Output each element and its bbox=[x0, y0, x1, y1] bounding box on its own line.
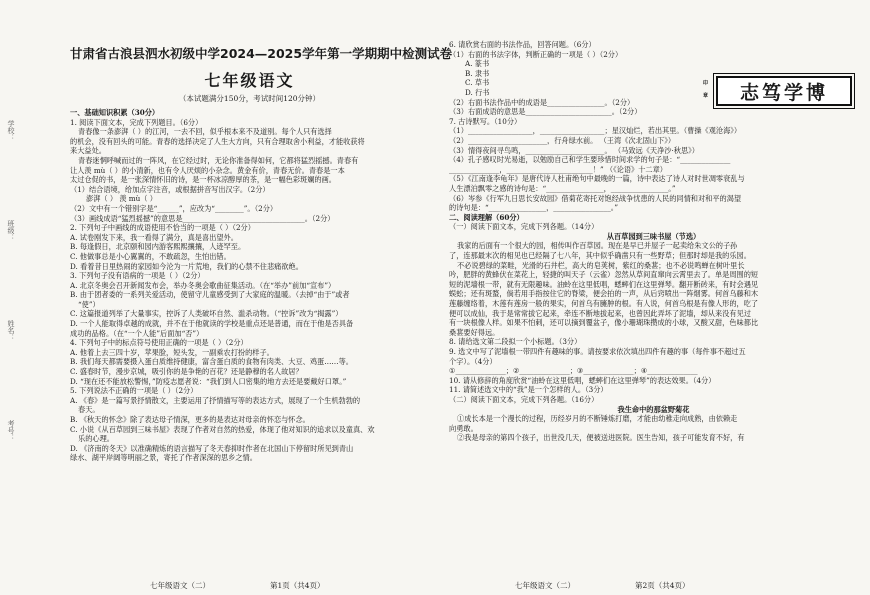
exam-subject: 七年级语文 bbox=[204, 71, 295, 90]
text-line: ______________，________________________！” （《论语》十二章） bbox=[449, 164, 667, 174]
text-line: D. 行书 bbox=[465, 87, 490, 97]
right-content-mid bbox=[449, 241, 858, 404]
right-content-bottom bbox=[449, 414, 858, 443]
text-line: （3）情得夜间寻鸟鸣，______________________。 （马致远《天净沙·秋思》） bbox=[449, 145, 699, 155]
footer-left-subject: 七年级语文（二） bbox=[150, 581, 210, 590]
text-line: B. 由于团者委的一系列关爱活动，使留守儿童感受到了大家庭的温暖。（去掉“由于”或者 bbox=[70, 290, 350, 300]
calligraphy-text: 志笃学博 bbox=[739, 81, 828, 104]
text-line: A. 篆书 bbox=[465, 59, 490, 69]
passage1-title: 从百草园到三味书屋（节选） bbox=[606, 231, 701, 241]
text-line: 乐的心理。 bbox=[78, 434, 114, 444]
text-line: （1）__________________，__________________；星汉灿烂，若出其里。（曹操《观沧海》） bbox=[449, 126, 742, 136]
text-line: 3. 下列句子没有语病的一项是（ ）（2分） bbox=[70, 271, 205, 281]
text-line: 向勇敢。 bbox=[449, 423, 478, 433]
text-line: （3）画线成语“猛烈摇撼”的意思是__________________________________。（2分） bbox=[70, 213, 335, 223]
text-line: 5. 下列说法不正确的一项是（ ）（2分） bbox=[70, 386, 198, 396]
text-line: 个字）。（4分） bbox=[449, 356, 497, 366]
text-line: （1）结合语境，给加点字注音，或根据拼音写出汉字。（2分） bbox=[70, 184, 270, 194]
text-line: ①______________；②______________；③______________；④______________ bbox=[449, 366, 698, 376]
text-line: B. 《秋天的怀念》除了表达母子情深，更多的是表达对母亲的怀恋与怀念。 bbox=[70, 415, 310, 424]
text-line: 人生漂泊飘零之感的诗句是：“________________，________________。” bbox=[449, 183, 676, 193]
passage2-title: 我生命中的那盆野菊花 bbox=[617, 404, 690, 414]
text-line: 便可以成仙，我于是常常拔它起来，牵连不断地拔起来，也曾因此弄坏了泥墙，却从来没有见过 bbox=[449, 308, 751, 318]
text-line: B. 我们每天都需要摄入蛋白质维持健康，富含蛋白质的食物有肉类、大豆、鸡蛋……等。 bbox=[70, 357, 353, 367]
text-line: 成功的品格。（在“一个人能”后面加“否”） bbox=[70, 328, 204, 338]
text-line: C. 盛春时节，漫步京城，吸引你的是争艳的百花？还是静穆的名人故居？ bbox=[70, 367, 303, 377]
text-line: B. 每逢假日，北京颐和园内游客熙熙攘攘，人迹罕至。 bbox=[70, 242, 246, 252]
text-line: （2）______________________，行舟绿水前。 （王湾《次北固山下》） bbox=[449, 135, 676, 145]
text-line: 2. 下列句子中画线的成语使用不恰当的一项是（ ）（2分） bbox=[70, 223, 255, 233]
text-line: （二）阅读下面文本，完成下列各题。（16分） bbox=[449, 394, 599, 404]
text-line: 短的泥墙根一带，就有无限趣味。油蛉在这里低唱，蟋蟀们在这里弹琴。翻开断砖来，有时会遇见 bbox=[449, 279, 759, 289]
text-line: C. 他做事总是小心翼翼的，不敢疏忽，生怕出错。 bbox=[70, 251, 231, 261]
text-line: 6. 请欣赏右面的书法作品，回答问题。（6分） bbox=[449, 40, 596, 49]
gutter-name: 姓名： bbox=[7, 320, 15, 341]
text-line: C. 草书 bbox=[465, 78, 490, 88]
gutter-number: 考号： bbox=[7, 420, 15, 441]
text-line: 澎湃（ ） 羡 mù（ ） bbox=[86, 194, 157, 204]
calligraphy-artwork bbox=[702, 76, 852, 106]
text-line: 的诗句是：“________________，________________。” bbox=[449, 203, 619, 213]
text-line: （1）右面的书法字体，判断正确的一项是（ ）（2分） bbox=[449, 49, 623, 59]
gutter-school: 学校： bbox=[7, 120, 15, 141]
exam-note: （本试题满分150分，考试时间120分钟） bbox=[178, 94, 321, 103]
text-line: 桑葚要好得远。 bbox=[449, 327, 500, 337]
footer-left-page: 第1页（共4页） bbox=[270, 581, 325, 590]
text-line: 11. 请简述选文中的“我”是一个怎样的人。（3分） bbox=[449, 385, 608, 395]
text-line: 太过仓促的书，是一张深情怀旧的诗，是一杯冰凉醇厚的茶，是一幅色彩斑斓的画。 bbox=[70, 175, 336, 185]
text-line: 来大益处。 bbox=[70, 146, 106, 156]
text-line: （3）右面成语的意思是________________________。（2分） bbox=[449, 107, 642, 117]
text-line: 10. 请从修辞的角度欣赏“油蛉在这里低唱，蟋蟀们在这里弹琴”的表达效果。（4分） bbox=[449, 375, 716, 385]
text-line: 有一块根像人样。如果不怕刺，还可以摘到覆盆子，像小珊瑚珠攒成的小球，又酸又甜，色味都比 bbox=[449, 318, 759, 328]
text-line: （2）右面书法作品中的成语是________________。（2分） bbox=[449, 97, 635, 107]
text-line: ②我是母亲的第四个孩子，出世没几天，便被送进医院。医生告知，孩子可能发育不好，有 bbox=[457, 433, 745, 443]
text-line: （4）孔子感叹时光易逝，以勉励自己和学生要珍惜时间求学的句子是：“______________ bbox=[449, 155, 731, 165]
calligraphy-seal: 印 章 bbox=[702, 80, 708, 101]
text-line: （一）阅读下面文本，完成下列各题。（14分） bbox=[449, 222, 599, 232]
text-line: （6）岑参《行军九日思长安故园》借菊花寄托对饱经战争忧患的人民的同情和对和平的渴望 bbox=[449, 193, 742, 203]
text-line: 春天。 bbox=[78, 405, 100, 415]
text-line: D. “现在还不能放松警惕，”防疫志愿者说：“我们到人口密集的地方去还是要戴好口罩。” bbox=[70, 376, 347, 386]
exam-title: 甘肃省古浪县泗水初级中学2024—2025学年第一学期期中检测试卷 bbox=[70, 46, 453, 61]
text-line: 绿水、湖平岸阔等明丽之景，寄托了作者深深的思乡之情。 bbox=[70, 453, 257, 463]
text-line: D. 看着昔日里热闹的家园如今沦为一片荒地，我们的心禁不住悲痛欲绝。 bbox=[70, 261, 303, 271]
text-line: B. 隶书 bbox=[465, 68, 490, 78]
text-line: 让人羡 mù（ ）的小清新，也有令人厌烦的小杂念。黄金有价，青春无价。青春是一本 bbox=[70, 165, 345, 175]
text-line: （5）《江南逢李龟年》是唐代诗人杜甫绝句中最晚的一篇，诗中表达了诗人对时世凋零衰乱与 bbox=[449, 174, 745, 184]
text-line: 青春像一条澎湃（ ）的江河，一去不回，似乎根本来不及道别。每个人只有选择 bbox=[78, 127, 332, 137]
text-line: C. 小说《从百草园到三味书屋》表现了作者对自然的热爱，体现了他对知识的追求以及童真、欢 bbox=[70, 424, 375, 434]
text-line: 8. 请给选文第二段拟一个小标题。（3分） bbox=[449, 337, 582, 347]
text-line: 了，连那最末次的相见也已经隔了七八年，其中似乎确凿只有一些野草；但那时却是我的乐园。 bbox=[449, 251, 751, 261]
text-line: “使”） bbox=[78, 299, 100, 309]
right-content-top bbox=[449, 40, 858, 232]
text-line: ①成长本是一个漫长的过程，历经岁月的不断锤炼打磨，才能由幼稚走向成熟，由依赖走 bbox=[457, 414, 738, 424]
text-line: 我家的后面有一个很大的园，相传叫作百草园。现在是早已并屋子一起卖给朱文公的子孙 bbox=[457, 241, 738, 251]
text-line: 不必说碧绿的菜畦，光滑的石井栏，高大的皂荚树，紫红的桑葚；也不必说鸣蝉在树叶里长 bbox=[457, 260, 745, 270]
text-line: 的机会，没有回头的可能。青春的选择决定了人生大方向，只有合理取舍小利益，才能收获将 bbox=[70, 136, 365, 146]
text-line: 二、阅读理解（60分） bbox=[449, 212, 524, 222]
text-line: （2）文中有一个错别字是“______”，应改为“________”。（2分） bbox=[70, 203, 278, 213]
text-line: A. 他着上去三四十岁，苹果脸，短头发，一副乘农打扮的样子。 bbox=[70, 347, 274, 357]
text-line: A. 《春》是一篇写景抒情散文，主要运用了抒情描写等的表达方式，展现了一个生机勃勃的 bbox=[70, 395, 361, 405]
text-line: A. 北京冬奥会召开新闻发布会，举办冬奥会歌曲征集活动。（在“举办”前加“宣布”） bbox=[70, 280, 336, 290]
text-line: 1. 阅读下面文本，完成下列题目。（6分） bbox=[70, 117, 203, 127]
text-line: 7. 古诗默写。（10分） bbox=[449, 116, 522, 126]
text-line: 吟，肥胖的黄蜂伏在菜花上，轻捷的叫天子（云雀）忽然从草间直窜向云霄里去了。单是周围的短 bbox=[449, 270, 759, 280]
footer-right-subject: 七年级语文（二） bbox=[515, 581, 575, 590]
gutter-class: 班级： bbox=[7, 220, 15, 241]
text-line: 莲藤缠络着，木莲有莲房一般的果实，何首乌有臃肿的根。有人说，何首乌根是有像人形的，吃了 bbox=[449, 299, 759, 309]
text-line: 蜈蚣；还有斑蝥，倘若用手指按住它的脊梁，便会拍的一声，从后窍喷出一阵烟雾。何首乌藤和木 bbox=[449, 289, 759, 299]
exam-page-2 bbox=[435, 0, 870, 595]
footer-right-page: 第2页（共4页） bbox=[635, 581, 690, 590]
text-line: 9. 选文中写了泥墙根一带四件有趣味的事。请按要求依次填出四件有趣的事（每件事不超过五 bbox=[449, 347, 746, 356]
left-content bbox=[70, 108, 429, 463]
text-line: 一、基础知识积累（30分） bbox=[70, 108, 160, 117]
text-line: D. 《济南的冬天》以准确精炼的语言描写了冬天春抑时作者在北国山下停留时所见到青山 bbox=[70, 443, 354, 453]
text-line: D. 一个人能取得卓越的成就，并不在于他就读的学校是重点还是普通，而在于他是否具备 bbox=[70, 319, 354, 329]
text-line: C. 这篇报道列举了大量事实，控诉了人类破坏自然、滥杀动物。（“控诉”改为“揭露”） bbox=[70, 309, 343, 319]
text-line: A. 试卷刚发下来，我一看得了满分，真是喜出望外。 bbox=[70, 232, 238, 242]
text-line: 4. 下列句子中的标点符号使用正确的一项是（ ）（2分） bbox=[70, 338, 248, 348]
text-line: 青春迷惘呼喊而过的一阵风，在它经过时，无论你准备得如何，它都将猛烈摇撼。青春有 bbox=[78, 155, 359, 165]
